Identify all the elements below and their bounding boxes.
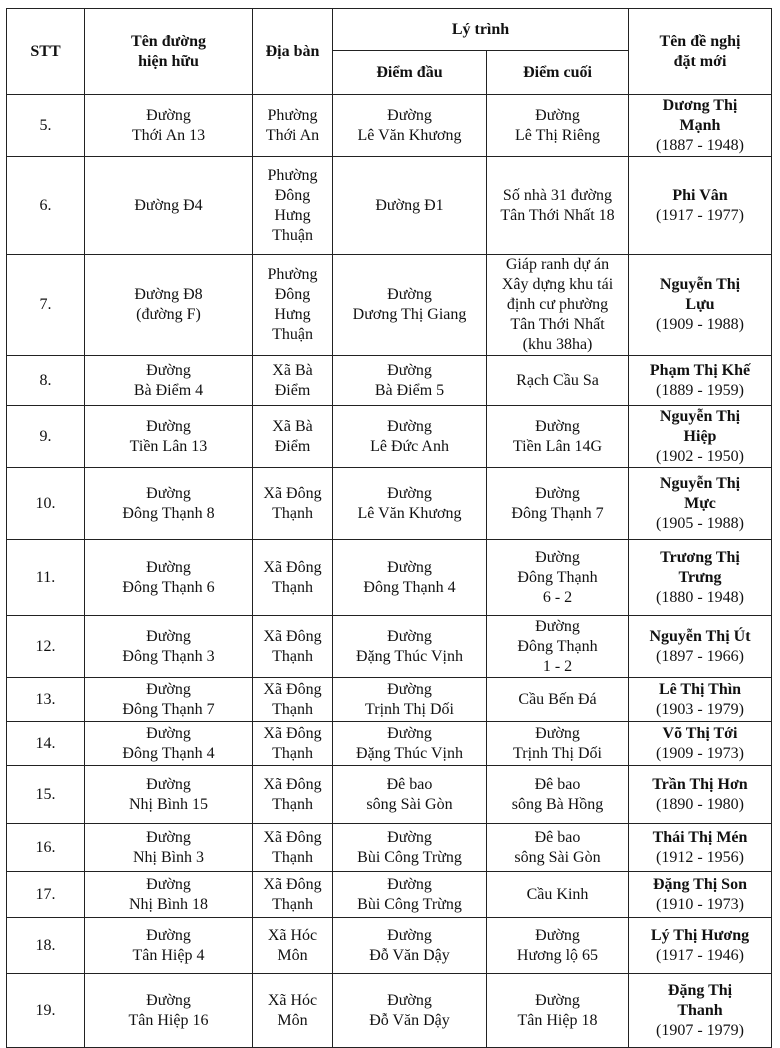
cell-diem-dau: [333, 468, 487, 540]
cell-dia-ban-line: Thuận: [272, 326, 313, 343]
cell-diem-cuoi: [487, 255, 629, 356]
cell-diem-cuoi-line: Đường: [535, 417, 580, 435]
cell-diem-cuoi-line: Đường: [535, 724, 580, 742]
cell-diem-dau-line: Lê Văn Khương: [357, 504, 462, 522]
cell-diem-dau-line: Đường: [387, 558, 432, 576]
cell-dia-ban: [253, 468, 333, 540]
proposed-name: Trưng: [678, 568, 722, 586]
cell-dia-ban-line: Đông: [274, 186, 311, 204]
cell-diem-dau-line: Đường: [387, 828, 432, 846]
cell-diem-cuoi-line: Đường: [535, 106, 580, 124]
proposed-name: Phạm Thị Khế: [649, 361, 751, 379]
proposed-name: Lựu: [685, 296, 715, 313]
cell-diem-dau: [333, 157, 487, 255]
cell-diem-cuoi-line: Đường: [535, 548, 580, 566]
cell-ten-duong-line: Nhị Bình 18: [128, 895, 209, 913]
header-ten-de-nghi-line: đặt mới: [673, 52, 727, 70]
cell-diem-dau: [333, 722, 487, 766]
cell-dia-ban-line: Điểm: [274, 381, 311, 399]
cell-diem-dau: [333, 766, 487, 824]
table-row: [7, 974, 772, 1048]
proposed-name: Thanh: [677, 1001, 723, 1019]
table-row: [7, 918, 772, 974]
cell-ten-de-nghi: [629, 406, 772, 468]
cell-dia-ban-line: Môn: [277, 946, 308, 964]
cell-ten-duong: [85, 157, 253, 255]
table-row: [7, 766, 772, 824]
cell-ten-duong: [85, 468, 253, 540]
header-ten-duong-line: Tên đường: [131, 32, 206, 50]
cell-dia-ban: [253, 406, 333, 468]
cell-dia-ban-line: Xã Bà: [272, 361, 313, 379]
cell-dia-ban: [253, 356, 333, 406]
cell-ten-de-nghi: [629, 766, 772, 824]
life-years: (1917 - 1977): [656, 206, 744, 224]
cell-diem-dau-line: Lê Đức Anh: [370, 437, 449, 455]
cell-dia-ban-line: Hưng: [274, 306, 311, 323]
cell-diem-cuoi: [487, 616, 629, 678]
cell-diem-dau: [333, 824, 487, 872]
cell-stt: 8.: [7, 356, 85, 406]
header-diem-dau: Điểm đầu: [333, 51, 487, 95]
cell-ten-de-nghi: [629, 824, 772, 872]
cell-dia-ban: [253, 95, 333, 157]
cell-stt: 7.: [7, 255, 85, 356]
cell-ten-de-nghi: [629, 678, 772, 722]
cell-diem-dau-line: Đặng Thúc Vịnh: [356, 744, 463, 762]
cell-diem-dau-line: Đường: [387, 724, 432, 742]
cell-diem-cuoi-line: Số nhà 31 đường: [502, 186, 613, 204]
cell-diem-cuoi: [487, 95, 629, 157]
cell-ten-duong-line: Đường: [146, 680, 191, 698]
cell-dia-ban-line: Xã Đông: [263, 875, 322, 893]
cell-diem-cuoi-line: Đê bao: [534, 828, 581, 846]
table-row: [7, 678, 772, 722]
cell-dia-ban-line: Thạnh: [272, 700, 313, 718]
proposed-name: Mực: [684, 494, 716, 512]
cell-diem-cuoi-line: 6 - 2: [542, 588, 573, 606]
cell-ten-duong: [85, 255, 253, 356]
cell-dia-ban-line: Thới An: [265, 126, 320, 144]
cell-diem-cuoi-line: Đông Thạnh: [517, 568, 598, 586]
cell-ten-duong-line: Thới An 13: [131, 126, 206, 144]
cell-dia-ban-line: Xã Bà: [272, 417, 313, 435]
life-years: (1909 - 1988): [656, 316, 744, 333]
cell-ten-duong: [85, 540, 253, 616]
cell-dia-ban: [253, 872, 333, 918]
cell-ten-duong-line: Đường: [146, 875, 191, 893]
cell-dia-ban: [253, 918, 333, 974]
cell-ten-duong-line: Bà Điểm 4: [133, 381, 204, 399]
cell-ten-duong-line: Đông Thạnh 3: [122, 647, 215, 665]
cell-ten-duong-line: Tân Hiệp 16: [128, 1011, 209, 1029]
cell-ten-duong-line: Đường: [146, 926, 191, 944]
proposed-name: Nguyễn Thị: [659, 474, 741, 492]
cell-ten-duong-line: Đông Thạnh 8: [122, 504, 215, 522]
proposed-name: Nguyễn Thị: [659, 407, 741, 425]
cell-ten-duong-line: Đường: [146, 558, 191, 576]
cell-diem-cuoi: [487, 722, 629, 766]
cell-diem-cuoi: [487, 678, 629, 722]
cell-diem-cuoi-line: sông Bà Hồng: [511, 795, 604, 813]
cell-diem-cuoi-line: Đường: [535, 484, 580, 502]
table-row: [7, 95, 772, 157]
table-body: [7, 95, 772, 1048]
cell-diem-dau-line: Đỗ Văn Dậy: [369, 1011, 450, 1029]
table-row: [7, 872, 772, 918]
proposed-name: Nguyễn Thị: [659, 276, 741, 293]
cell-diem-cuoi-line: Lê Thị Riêng: [514, 126, 601, 144]
cell-diem-cuoi: [487, 157, 629, 255]
cell-dia-ban-line: Thạnh: [272, 795, 313, 813]
cell-diem-cuoi-line: Đông Thạnh: [517, 637, 598, 655]
cell-ten-duong: [85, 872, 253, 918]
cell-ten-duong: [85, 722, 253, 766]
life-years: (1917 - 1946): [656, 946, 744, 964]
cell-ten-duong-line: Tiền Lân 13: [129, 437, 208, 455]
life-years: (1910 - 1973): [656, 895, 744, 913]
cell-ten-duong-line: Đường: [146, 627, 191, 645]
cell-dia-ban-line: Thạnh: [272, 744, 313, 762]
cell-dia-ban-line: Xã Đông: [263, 558, 322, 576]
cell-stt: 10.: [7, 468, 85, 540]
life-years: (1903 - 1979): [656, 700, 744, 718]
cell-dia-ban-line: Xã Đông: [263, 484, 322, 502]
cell-diem-dau: [333, 678, 487, 722]
cell-dia-ban: [253, 678, 333, 722]
life-years: (1880 - 1948): [656, 588, 744, 606]
proposed-name: Phi Vân: [672, 186, 728, 204]
table-row: [7, 255, 772, 356]
cell-ten-duong-line: Đường: [146, 724, 191, 742]
cell-stt: 15.: [7, 766, 85, 824]
cell-ten-de-nghi: [629, 356, 772, 406]
cell-ten-de-nghi: [629, 918, 772, 974]
cell-diem-cuoi: [487, 356, 629, 406]
cell-diem-dau-line: Đường: [387, 926, 432, 944]
cell-ten-duong: [85, 766, 253, 824]
proposed-name: Nguyễn Thị Út: [649, 627, 751, 645]
proposed-name: Đặng Thị: [667, 981, 733, 999]
life-years: (1909 - 1973): [656, 744, 744, 762]
cell-diem-cuoi-line: Giáp ranh dự án: [505, 256, 610, 273]
cell-ten-duong-line: Đường: [146, 361, 191, 379]
cell-dia-ban: [253, 722, 333, 766]
cell-diem-dau-line: Đỗ Văn Dậy: [369, 946, 450, 964]
cell-diem-dau: [333, 356, 487, 406]
cell-diem-dau-line: Trịnh Thị Dối: [365, 700, 454, 718]
cell-dia-ban-line: Xã Hóc: [267, 991, 318, 1009]
cell-diem-dau-line: Bùi Công Trừng: [357, 848, 462, 866]
life-years: (1902 - 1950): [656, 447, 744, 465]
cell-ten-de-nghi: [629, 468, 772, 540]
proposed-name: Lê Thị Thìn: [658, 680, 742, 698]
life-years: (1907 - 1979): [656, 1021, 744, 1039]
header-ly-trinh: Lý trình: [333, 9, 629, 51]
cell-diem-dau: [333, 616, 487, 678]
cell-ten-duong: [85, 918, 253, 974]
cell-diem-cuoi-line: 1 - 2: [542, 657, 573, 675]
cell-diem-dau-line: Đường Đ1: [375, 196, 444, 214]
cell-diem-cuoi-line: Trịnh Thị Dối: [513, 744, 602, 762]
cell-diem-dau-line: Đường: [387, 875, 432, 893]
cell-diem-dau-line: Đường: [387, 680, 432, 698]
cell-diem-dau-line: Đường: [387, 627, 432, 645]
cell-ten-duong: [85, 678, 253, 722]
cell-ten-de-nghi: [629, 255, 772, 356]
cell-diem-dau: [333, 918, 487, 974]
header-diem-cuoi: Điểm cuối: [487, 51, 629, 95]
cell-stt: 17.: [7, 872, 85, 918]
cell-ten-duong-line: Đông Thạnh 4: [122, 744, 215, 762]
header-dia-ban: Địa bàn: [253, 9, 333, 95]
cell-dia-ban-line: Phường: [267, 266, 318, 283]
cell-stt: 5.: [7, 95, 85, 157]
cell-diem-dau-line: Dương Thị Giang: [352, 306, 467, 323]
cell-diem-cuoi: [487, 540, 629, 616]
cell-dia-ban: [253, 540, 333, 616]
life-years: (1890 - 1980): [656, 795, 744, 813]
cell-diem-cuoi: [487, 918, 629, 974]
cell-ten-de-nghi: [629, 157, 772, 255]
cell-diem-dau-line: Đặng Thúc Vịnh: [356, 647, 463, 665]
cell-diem-cuoi: [487, 824, 629, 872]
cell-diem-cuoi: [487, 872, 629, 918]
cell-ten-duong-line: (đường F): [136, 306, 201, 323]
cell-diem-cuoi-line: Cầu Bến Đá: [518, 690, 597, 708]
cell-dia-ban-line: Phường: [267, 166, 318, 184]
cell-diem-dau-line: Bùi Công Trừng: [357, 895, 462, 913]
cell-dia-ban-line: Thạnh: [272, 895, 313, 913]
cell-diem-cuoi: [487, 974, 629, 1048]
cell-ten-duong-line: Đường: [146, 106, 191, 124]
cell-dia-ban: [253, 824, 333, 872]
table-header: [7, 9, 772, 95]
cell-diem-dau-line: sông Sài Gòn: [366, 795, 453, 813]
cell-diem-cuoi-line: Tiền Lân 14G: [512, 437, 603, 455]
document-page: [6, 8, 771, 1048]
cell-dia-ban: [253, 616, 333, 678]
table-row: [7, 824, 772, 872]
cell-ten-duong-line: Nhị Bình 3: [132, 848, 205, 866]
cell-ten-de-nghi: [629, 974, 772, 1048]
cell-dia-ban-line: Xã Đông: [263, 680, 322, 698]
cell-diem-dau-line: Đường: [387, 417, 432, 435]
cell-stt: 19.: [7, 974, 85, 1048]
cell-diem-cuoi-line: Đường: [535, 926, 580, 944]
cell-ten-duong-line: Tân Hiệp 4: [132, 946, 205, 964]
proposed-name: Trương Thị: [660, 548, 740, 566]
cell-ten-duong-line: Đông Thạnh 7: [122, 700, 215, 718]
cell-diem-cuoi-line: Đường: [535, 617, 580, 635]
cell-ten-de-nghi: [629, 95, 772, 157]
cell-diem-dau: [333, 540, 487, 616]
cell-ten-duong-line: Đường: [146, 828, 191, 846]
cell-dia-ban-line: Thuận: [272, 226, 313, 244]
cell-diem-cuoi-line: định cư phường: [506, 296, 609, 313]
proposed-name: Hiệp: [683, 427, 717, 445]
cell-ten-duong-line: Đường: [146, 775, 191, 793]
cell-diem-dau-line: Đê bao: [386, 775, 433, 793]
cell-ten-de-nghi: [629, 722, 772, 766]
cell-diem-dau-line: Đường: [387, 106, 432, 124]
cell-stt: 9.: [7, 406, 85, 468]
cell-diem-dau-line: Đường: [387, 361, 432, 379]
cell-ten-duong-line: Nhị Bình 15: [128, 795, 209, 813]
cell-dia-ban-line: Hưng: [274, 206, 311, 224]
proposed-name: Lý Thị Hương: [650, 926, 750, 944]
cell-diem-cuoi: [487, 406, 629, 468]
proposed-name: Trần Thị Hơn: [652, 775, 748, 793]
header-ten-de-nghi: [629, 9, 772, 95]
cell-ten-duong: [85, 356, 253, 406]
cell-ten-duong: [85, 95, 253, 157]
cell-diem-dau-line: Đông Thạnh 4: [363, 578, 456, 596]
cell-ten-duong: [85, 616, 253, 678]
header-ten-duong-line: hiện hữu: [138, 52, 199, 70]
cell-ten-duong-line: Đường: [146, 484, 191, 502]
cell-diem-dau-line: Bà Điểm 5: [374, 381, 445, 399]
life-years: (1897 - 1966): [656, 647, 744, 665]
table-row: [7, 722, 772, 766]
cell-stt: 16.: [7, 824, 85, 872]
cell-diem-cuoi-line: Tân Thới Nhất 18: [500, 206, 615, 224]
cell-dia-ban-line: Điểm: [274, 437, 311, 455]
cell-dia-ban-line: Xã Đông: [263, 627, 322, 645]
cell-stt: 18.: [7, 918, 85, 974]
cell-ten-duong: [85, 406, 253, 468]
life-years: (1887 - 1948): [656, 136, 744, 154]
cell-diem-dau: [333, 95, 487, 157]
cell-diem-cuoi-line: Tân Thới Nhất: [510, 316, 605, 333]
cell-ten-de-nghi: [629, 540, 772, 616]
cell-dia-ban-line: Thạnh: [272, 848, 313, 866]
cell-dia-ban: [253, 766, 333, 824]
proposed-name: Thái Thị Mén: [652, 828, 748, 846]
table-row: [7, 356, 772, 406]
cell-dia-ban-line: Môn: [277, 1011, 308, 1029]
table-row: [7, 157, 772, 255]
table-row: [7, 468, 772, 540]
cell-diem-cuoi-line: Đông Thạnh 7: [511, 504, 604, 522]
cell-diem-dau-line: Đường: [387, 991, 432, 1009]
cell-dia-ban-line: Đông: [274, 286, 311, 303]
cell-ten-duong-line: Đường: [146, 417, 191, 435]
cell-diem-cuoi-line: Đường: [535, 991, 580, 1009]
table-row: [7, 616, 772, 678]
proposed-name: Dương Thị: [662, 96, 738, 114]
proposed-name: Đặng Thị Son: [653, 875, 747, 893]
proposed-name: Mạnh: [679, 116, 721, 134]
cell-dia-ban: [253, 974, 333, 1048]
cell-dia-ban-line: Phường: [267, 106, 318, 124]
cell-ten-duong-line: Đường Đ8: [134, 286, 203, 303]
table-row: [7, 540, 772, 616]
cell-diem-dau: [333, 872, 487, 918]
header-ten-de-nghi-line: Tên đề nghị: [659, 32, 741, 50]
header-stt: STT: [7, 9, 85, 95]
cell-diem-cuoi-line: Xây dựng khu tái: [501, 276, 614, 293]
life-years: (1912 - 1956): [656, 848, 744, 866]
cell-diem-dau: [333, 406, 487, 468]
cell-diem-cuoi-line: sông Sài Gòn: [514, 848, 601, 866]
cell-diem-cuoi: [487, 468, 629, 540]
cell-dia-ban-line: Xã Đông: [263, 775, 322, 793]
cell-diem-dau-line: Đường: [387, 286, 432, 303]
cell-diem-cuoi-line: (khu 38ha): [522, 336, 593, 353]
cell-ten-de-nghi: [629, 616, 772, 678]
cell-diem-dau-line: Đường: [387, 484, 432, 502]
cell-ten-duong: [85, 974, 253, 1048]
table-row: [7, 406, 772, 468]
cell-diem-dau: [333, 255, 487, 356]
cell-diem-cuoi: [487, 766, 629, 824]
life-years: (1905 - 1988): [656, 514, 744, 532]
cell-diem-cuoi-line: Cầu Kinh: [526, 885, 589, 903]
cell-stt: 11.: [7, 540, 85, 616]
cell-ten-duong-line: Đường: [146, 991, 191, 1009]
cell-dia-ban-line: Thạnh: [272, 578, 313, 596]
cell-stt: 13.: [7, 678, 85, 722]
cell-stt: 6.: [7, 157, 85, 255]
cell-stt: 12.: [7, 616, 85, 678]
cell-diem-cuoi-line: Rạch Cầu Sa: [516, 371, 599, 389]
cell-dia-ban-line: Thạnh: [272, 504, 313, 522]
cell-ten-duong-line: Đường Đ4: [134, 196, 203, 214]
cell-ten-de-nghi: [629, 872, 772, 918]
cell-dia-ban-line: Xã Hóc: [267, 926, 318, 944]
cell-dia-ban: [253, 157, 333, 255]
cell-dia-ban-line: Xã Đông: [263, 724, 322, 742]
cell-dia-ban: [253, 255, 333, 356]
cell-diem-cuoi-line: Tân Hiệp 18: [517, 1011, 598, 1029]
cell-diem-dau: [333, 974, 487, 1048]
life-years: (1889 - 1959): [656, 381, 744, 399]
cell-dia-ban-line: Thạnh: [272, 647, 313, 665]
header-ten-duong: [85, 9, 253, 95]
cell-diem-cuoi-line: Đê bao: [534, 775, 581, 793]
proposed-name: Võ Thị Tới: [662, 724, 738, 742]
cell-diem-cuoi-line: Hương lộ 65: [516, 946, 599, 964]
cell-stt: 14.: [7, 722, 85, 766]
cell-dia-ban-line: Xã Đông: [263, 828, 322, 846]
cell-ten-duong: [85, 824, 253, 872]
cell-diem-dau-line: Lê Văn Khương: [357, 126, 462, 144]
street-naming-table: [6, 8, 772, 1048]
cell-ten-duong-line: Đông Thạnh 6: [122, 578, 215, 596]
